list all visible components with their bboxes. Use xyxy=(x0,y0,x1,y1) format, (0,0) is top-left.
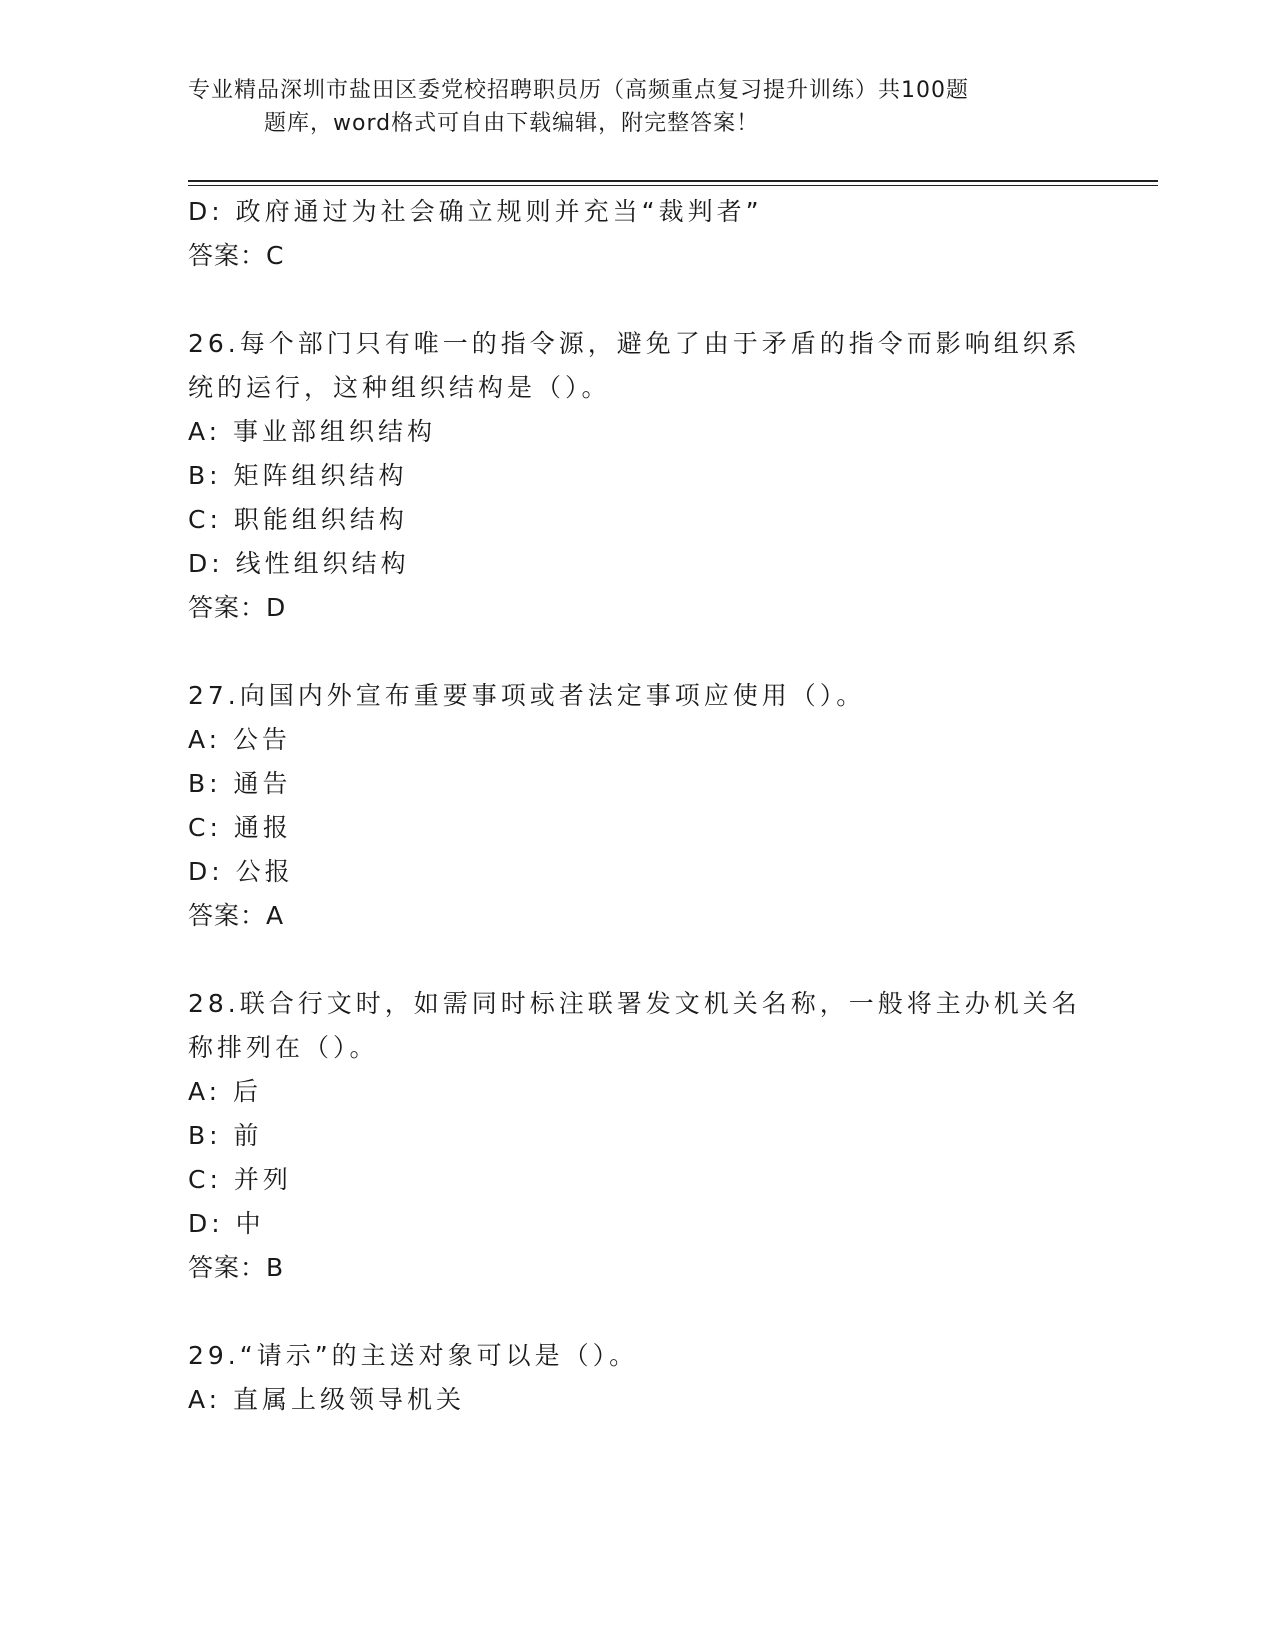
question-29-option-a: A: 直属上级领导机关 xyxy=(188,1385,466,1414)
header-rule-bottom xyxy=(188,185,1158,186)
question-28-answer: 答案：B xyxy=(188,1253,285,1282)
question-27-option-d: D: 公报 xyxy=(188,857,294,886)
question-27-option-b: B: 通告 xyxy=(188,769,292,798)
question-27-answer: 答案：A xyxy=(188,901,285,930)
header-rule-top xyxy=(188,180,1158,182)
question-28-option-a: A: 后 xyxy=(188,1077,263,1106)
question-26-answer: 答案：D xyxy=(188,593,287,622)
question-28-option-d: D: 中 xyxy=(188,1209,265,1238)
question-26-stem-line2: 统的运行，这种组织结构是（）。 xyxy=(188,373,611,402)
document-header xyxy=(188,74,1048,140)
prev-question-answer: 答案：C xyxy=(188,241,285,270)
question-28-option-b: B: 前 xyxy=(188,1121,263,1150)
question-26-option-c: C: 职能组织结构 xyxy=(188,505,408,534)
question-26-stem-line1: 26.每个部门只有唯一的指令源，避免了由于矛盾的指令而影响组织系 xyxy=(188,329,1081,358)
question-29-stem-line1: 29.“请示”的主送对象可以是（）。 xyxy=(188,1341,639,1370)
header-title-line1: 专业精品深圳市盐田区委党校招聘职员历（高频重点复习提升训练）共100题 xyxy=(188,78,969,103)
header-title-line2: 题库，word格式可自由下载编辑，附完整答案！ xyxy=(264,111,760,136)
question-26-option-a: A: 事业部组织结构 xyxy=(188,417,437,446)
question-28-stem-line1: 28.联合行文时，如需同时标注联署发文机关名称，一般将主办机关名 xyxy=(188,989,1081,1018)
prev-question-option-d: D: 政府通过为社会确立规则并充当“裁判者” xyxy=(188,197,763,226)
question-26-option-d: D: 线性组织结构 xyxy=(188,549,410,578)
question-28-stem-line2: 称排列在（）。 xyxy=(188,1033,379,1062)
question-26-option-b: B: 矩阵组织结构 xyxy=(188,461,408,490)
question-28-option-c: C: 并列 xyxy=(188,1165,292,1194)
question-27-option-a: A: 公告 xyxy=(188,725,292,754)
question-27-option-c: C: 通报 xyxy=(188,813,292,842)
question-27-stem-line1: 27.向国内外宣布重要事项或者法定事项应使用（）。 xyxy=(188,681,866,710)
